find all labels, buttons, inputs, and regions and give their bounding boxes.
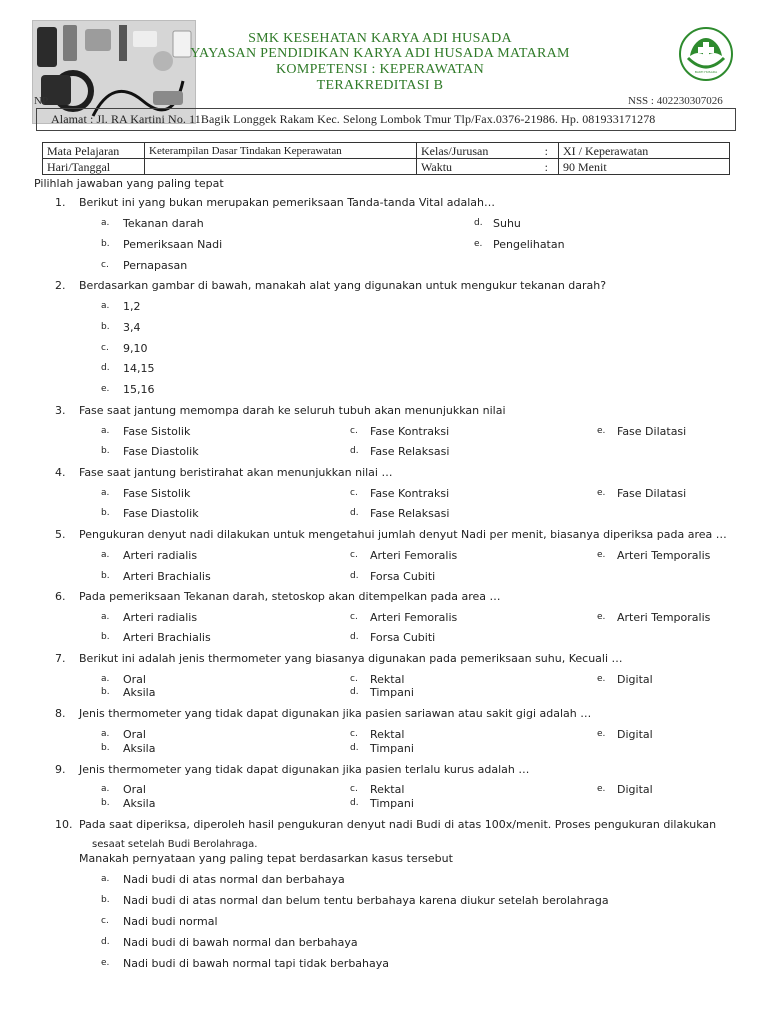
class-colon: : xyxy=(535,143,559,159)
foundation-name: YAYASAN PENDIDIKAN KARYA ADI HUSADA MATARAM xyxy=(190,46,570,61)
option-text: Digital xyxy=(617,673,653,686)
question-number: 6. xyxy=(55,590,66,603)
option-letter: a. xyxy=(101,488,110,498)
option-text: Digital xyxy=(617,783,653,796)
option-text: Arteri Femoralis xyxy=(370,549,458,562)
option-text: Fase Diastolik xyxy=(123,507,199,520)
option-letter: d. xyxy=(350,508,359,518)
option-text: Rektal xyxy=(370,783,405,796)
question-text: Jenis thermometer yang tidak dapat digunakan jika pasien terlalu kurus adalah … xyxy=(79,763,530,776)
option-text: Arteri Temporalis xyxy=(617,549,711,562)
option-text: Fase Diastolik xyxy=(123,445,199,458)
question-text-continued: sesaat setelah Budi Berolahraga. xyxy=(92,839,258,850)
option-text: Oral xyxy=(123,783,146,796)
option-letter: d. xyxy=(101,363,110,373)
question-number: 4. xyxy=(55,466,66,479)
info-row-2 xyxy=(43,159,730,175)
option-text: Rektal xyxy=(370,673,405,686)
option-letter: c. xyxy=(350,674,358,684)
accreditation: TERAKREDITASI B xyxy=(316,78,444,93)
question-text: Berikut ini adalah jenis thermometer yang biasanya digunakan pada pemeriksaan suhu, Kecuali … xyxy=(79,652,623,665)
option-text: 1,2 xyxy=(123,300,141,313)
option-letter: c. xyxy=(101,916,109,926)
option-letter: c. xyxy=(350,784,358,794)
option-letter: a. xyxy=(101,301,110,311)
time-label: Waktu xyxy=(417,159,535,175)
option-text: Fase Sistolik xyxy=(123,425,191,438)
option-text: Fase Kontraksi xyxy=(370,425,450,438)
option-letter: b. xyxy=(101,632,110,642)
option-letter: a. xyxy=(101,612,110,622)
option-text: Oral xyxy=(123,728,146,741)
option-letter: b. xyxy=(101,743,110,753)
option-letter: c. xyxy=(350,612,358,622)
option-letter: a. xyxy=(101,426,110,436)
question-number: 7. xyxy=(55,652,66,665)
option-text: 14,15 xyxy=(123,362,155,375)
option-letter: a. xyxy=(101,218,110,228)
option-text: Aksila xyxy=(123,797,156,810)
instruction: Pilihlah jawaban yang paling tepat xyxy=(34,177,224,190)
date-label: Hari/Tanggal xyxy=(43,159,145,175)
option-letter: b. xyxy=(101,508,110,518)
option-letter: e. xyxy=(597,550,606,560)
logo-caption: BAKTI HUSADA xyxy=(694,70,718,74)
option-text: Fase Relaksasi xyxy=(370,445,450,458)
option-letter: a. xyxy=(101,674,110,684)
option-letter: e. xyxy=(101,384,110,394)
question-text: Berikut ini yang bukan merupakan pemeriksaan Tanda-tanda Vital adalah… xyxy=(79,196,496,209)
school-name: SMK KESEHATAN KARYA ADI HUSADA xyxy=(248,31,512,46)
option-text: Timpani xyxy=(370,742,414,755)
option-letter: a. xyxy=(101,784,110,794)
option-text: Timpani xyxy=(370,797,414,810)
option-text: Forsa Cubiti xyxy=(370,631,436,644)
option-text: Arteri Temporalis xyxy=(617,611,711,624)
option-letter: b. xyxy=(101,687,110,697)
option-letter: e. xyxy=(101,958,110,968)
option-letter: d. xyxy=(350,571,359,581)
option-text: Nadi budi di atas normal dan belum tentu berbahaya karena diukur setelah berolahraga xyxy=(123,894,609,907)
question-text: Pada pemeriksaan Tekanan darah, stetoskop akan ditempelkan pada area … xyxy=(79,590,501,603)
option-text: 9,10 xyxy=(123,342,148,355)
question-text: Fase saat jantung memompa darah ke seluruh tubuh akan menunjukkan nilai xyxy=(79,404,506,417)
option-text: Nadi budi di bawah normal dan berbahaya xyxy=(123,936,358,949)
option-letter: b. xyxy=(101,446,110,456)
option-letter: e. xyxy=(597,784,606,794)
option-text: Pengelihatan xyxy=(493,238,565,251)
subject-value: Keterampilan Dasar Tindakan Keperawatan xyxy=(145,143,417,159)
option-text: Forsa Cubiti xyxy=(370,570,436,583)
option-letter: c. xyxy=(350,550,358,560)
option-text: Digital xyxy=(617,728,653,741)
option-letter: d. xyxy=(350,687,359,697)
bakti-husada-logo xyxy=(678,26,734,82)
option-text: Fase Kontraksi xyxy=(370,487,450,500)
option-text: Fase Sistolik xyxy=(123,487,191,500)
option-letter: c. xyxy=(350,426,358,436)
option-text: Nadi budi normal xyxy=(123,915,218,928)
option-text: Pemeriksaan Nadi xyxy=(123,238,223,251)
address-box: Alamat : Jl. RA Kartini No. 11Bagik Longgek Rakam Kec. Selong Lombok Tmur Tlp/Fax.0376-21986. Hp. 081933171278 xyxy=(36,108,736,131)
option-text: Tekanan darah xyxy=(123,217,204,230)
option-letter: e. xyxy=(597,488,606,498)
option-text: Nadi budi di atas normal dan berbahaya xyxy=(123,873,345,886)
option-text: Arteri radialis xyxy=(123,611,198,624)
nss-number: NSS : 402230307026 xyxy=(628,95,723,107)
question-number: 3. xyxy=(55,404,66,417)
option-text: Pernapasan xyxy=(123,259,188,272)
option-text: Aksila xyxy=(123,742,156,755)
option-letter: c. xyxy=(101,260,109,270)
question-text: Pada saat diperiksa, diperoleh hasil pengukuran denyut nadi Budi di atas 100x/menit. Proses pengukuran dilakukan xyxy=(79,818,717,831)
option-text: Rektal xyxy=(370,728,405,741)
option-letter: d. xyxy=(350,446,359,456)
exam-info-table xyxy=(42,142,730,175)
option-letter: b. xyxy=(101,322,110,332)
time-colon: : xyxy=(535,159,559,175)
option-text: Fase Dilatasi xyxy=(617,425,687,438)
option-letter: d. xyxy=(101,937,110,947)
class-label: Kelas/Jurusan xyxy=(417,143,535,159)
option-text: Oral xyxy=(123,673,146,686)
option-text: Fase Relaksasi xyxy=(370,507,450,520)
question-number: 9. xyxy=(55,763,66,776)
option-letter: c. xyxy=(101,343,109,353)
option-text: Arteri Femoralis xyxy=(370,611,458,624)
option-text: Arteri radialis xyxy=(123,549,198,562)
option-text: Arteri Brachialis xyxy=(123,570,211,583)
option-text: Suhu xyxy=(493,217,521,230)
option-letter: a. xyxy=(101,729,110,739)
question-number: 1. xyxy=(55,196,66,209)
option-text: Nadi budi di bawah normal tapi tidak berbahaya xyxy=(123,957,390,970)
option-letter: b. xyxy=(101,239,110,249)
question-text: Jenis thermometer yang tidak dapat digunakan jika pasien sariawan atau sakit gigi adalah … xyxy=(79,707,592,720)
option-letter: c. xyxy=(350,488,358,498)
option-letter: c. xyxy=(350,729,358,739)
option-letter: b. xyxy=(101,895,110,905)
option-letter: e. xyxy=(597,674,606,684)
question-number: 8. xyxy=(55,707,66,720)
question-number: 5. xyxy=(55,528,66,541)
option-text: Timpani xyxy=(370,686,414,699)
question-number: 2. xyxy=(55,279,66,292)
date-value xyxy=(145,159,417,175)
time-value: 90 Menit xyxy=(559,159,730,175)
option-letter: d. xyxy=(474,218,483,228)
option-letter: a. xyxy=(101,550,110,560)
option-letter: e. xyxy=(597,612,606,622)
question-number: 10. xyxy=(55,818,73,831)
question-text: Pengukuran denyut nadi dilakukan untuk mengetahui jumlah denyut Nadi per menit, biasanya diperiksa pada area … xyxy=(79,528,727,541)
option-text: 15,16 xyxy=(123,383,155,396)
option-text: Aksila xyxy=(123,686,156,699)
option-letter: d. xyxy=(350,798,359,808)
class-value: XI / Keperawatan xyxy=(559,143,730,159)
option-letter: b. xyxy=(101,571,110,581)
competency: KOMPETENSI : KEPERAWATAN xyxy=(276,62,484,77)
question-text: Fase saat jantung beristirahat akan menunjukkan nilai … xyxy=(79,466,393,479)
option-text: 3,4 xyxy=(123,321,141,334)
question-text: Berdasarkan gambar di bawah, manakah alat yang digunakan untuk mengukur tekanan darah? xyxy=(79,279,607,292)
info-row-1 xyxy=(43,143,730,159)
npsn-fragment: NP xyxy=(34,95,49,107)
option-text: Arteri Brachialis xyxy=(123,631,211,644)
option-letter: b. xyxy=(101,798,110,808)
option-text: Fase Dilatasi xyxy=(617,487,687,500)
option-letter: e. xyxy=(474,239,483,249)
option-letter: e. xyxy=(597,729,606,739)
subject-label: Mata Pelajaran xyxy=(43,143,145,159)
option-letter: d. xyxy=(350,743,359,753)
option-letter: a. xyxy=(101,874,110,884)
question-subprompt: Manakah pernyataan yang paling tepat berdasarkan kasus tersebut xyxy=(79,852,453,865)
option-letter: e. xyxy=(597,426,606,436)
option-letter: d. xyxy=(350,632,359,642)
